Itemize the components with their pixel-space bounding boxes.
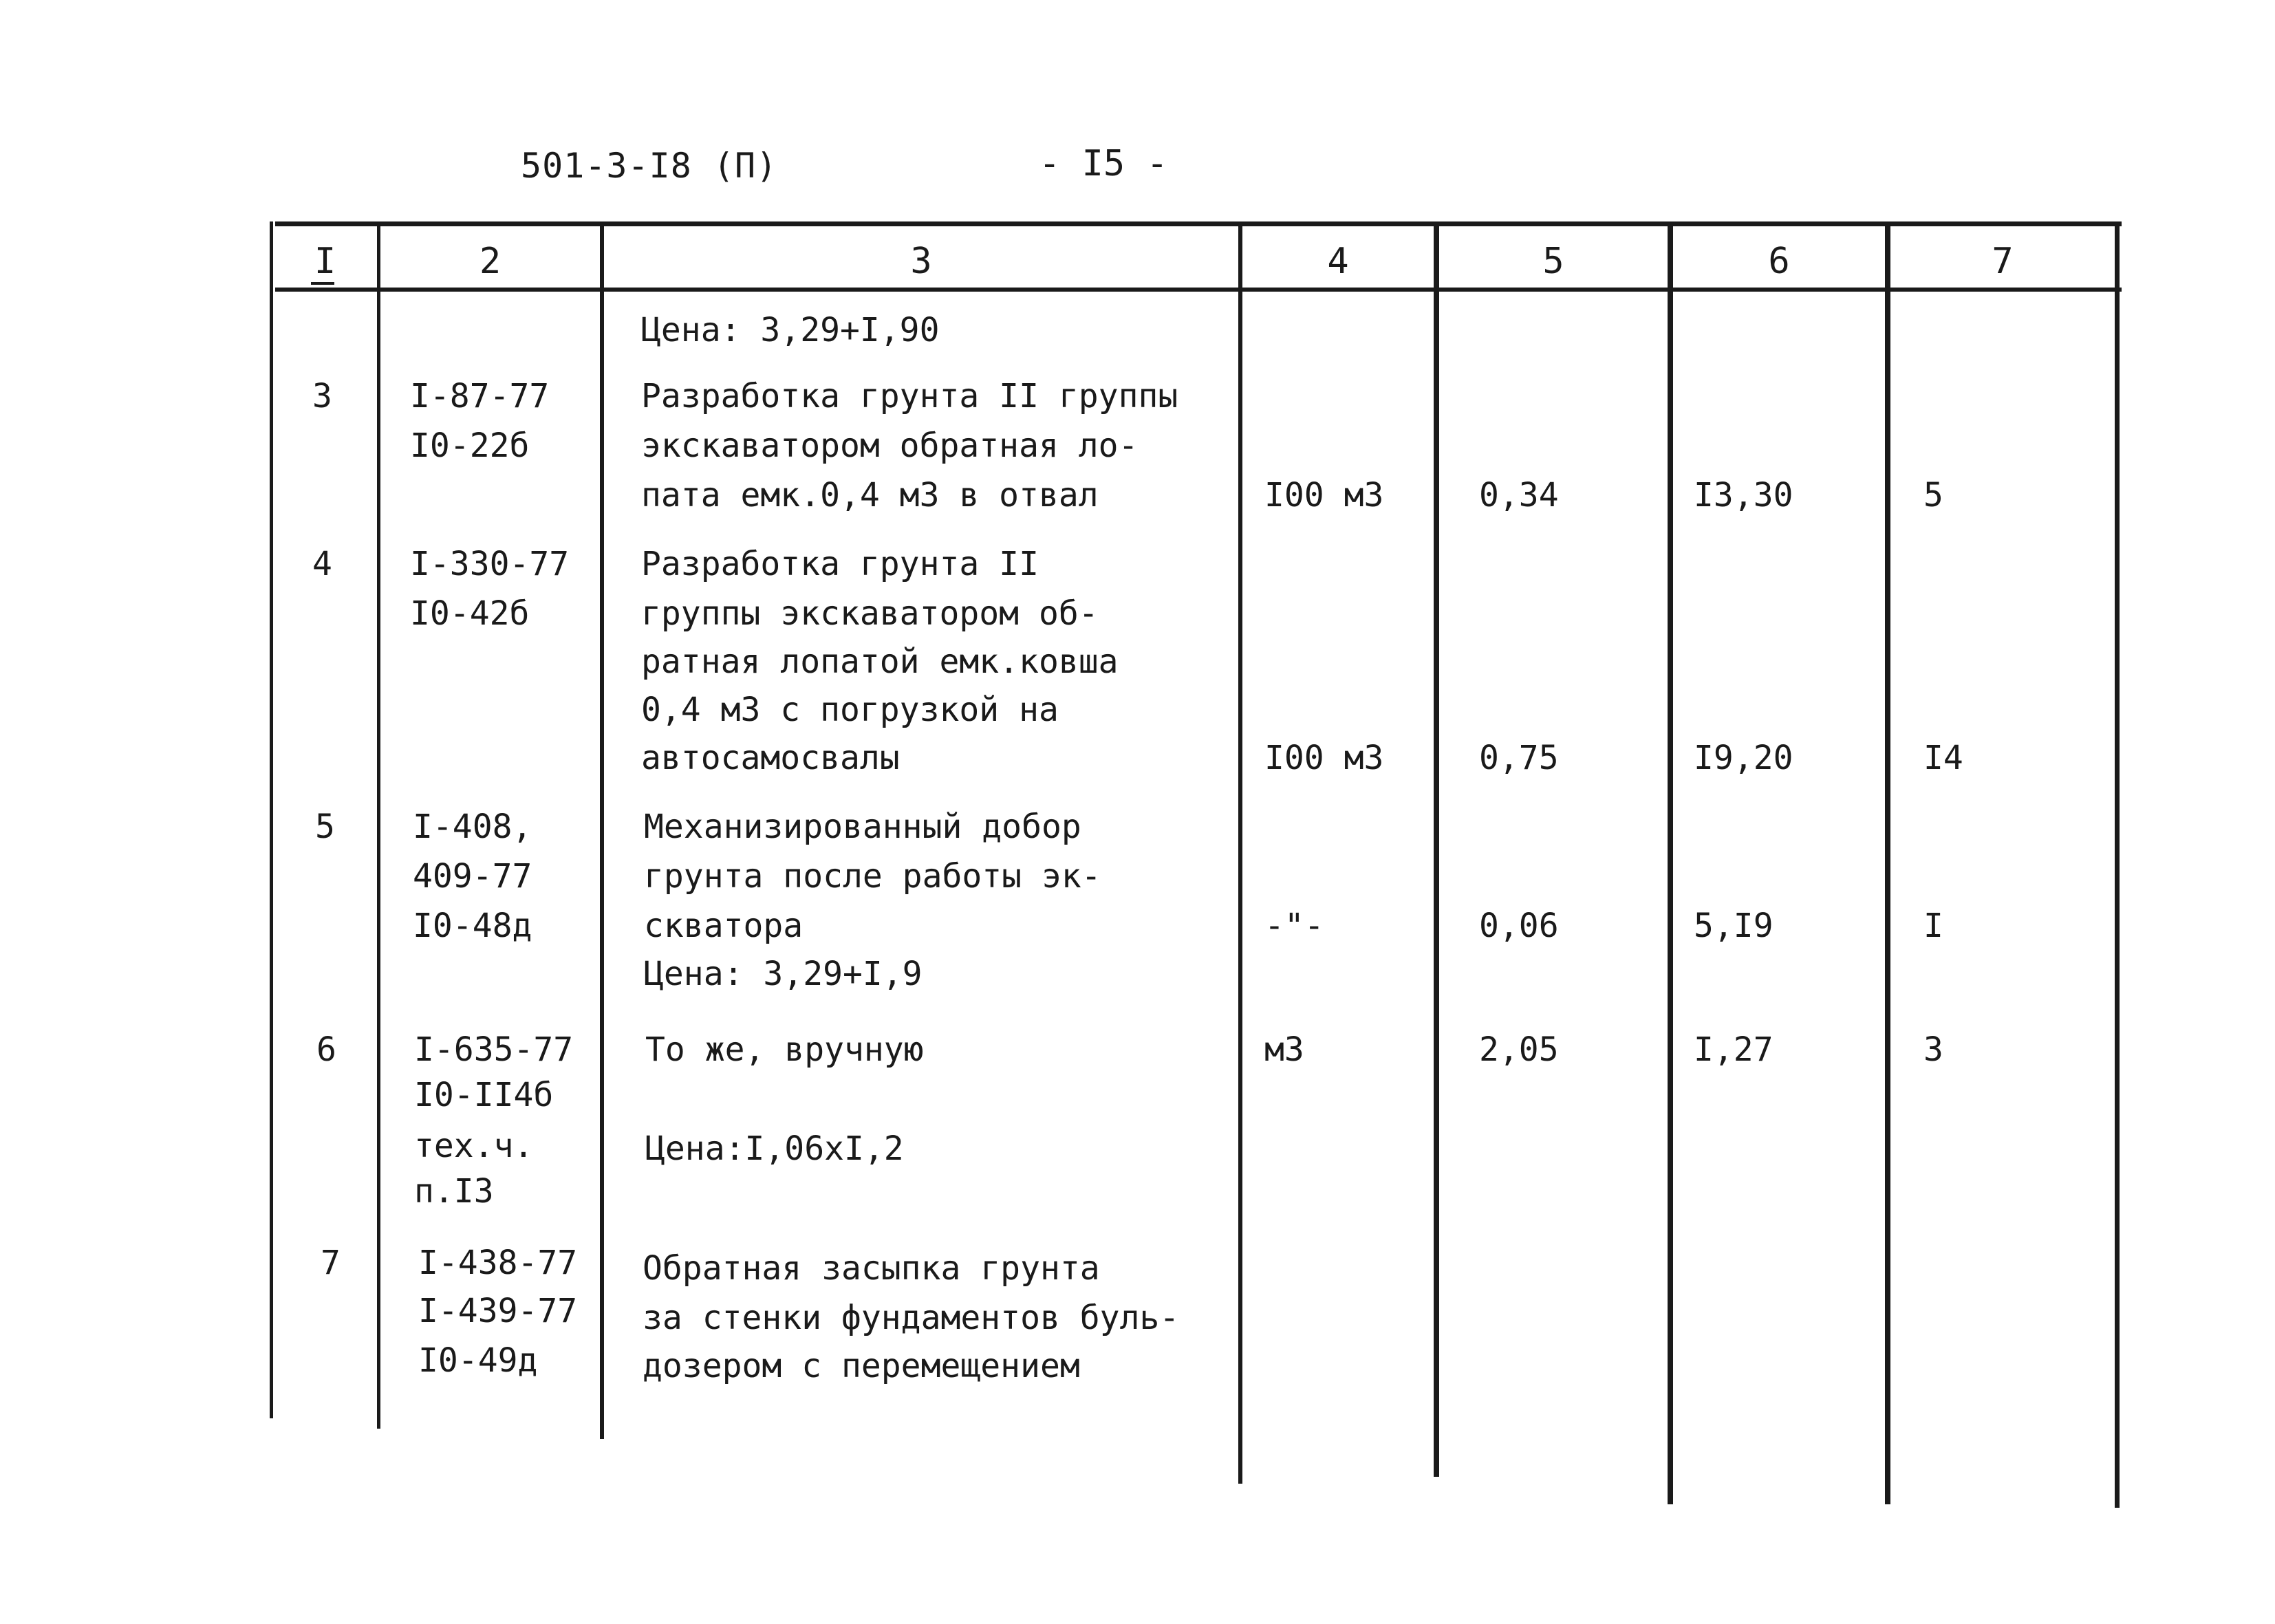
description-line: Разработка грунта II группы [641, 377, 1178, 415]
col-divider-7 [2115, 221, 2120, 1508]
description-line: Цена: 3,29+I,9 [644, 955, 923, 993]
col7-cell: I [1923, 907, 1943, 945]
col7-cell: 5 [1923, 476, 1943, 515]
ref-line: I-408, [413, 808, 532, 846]
row-number: 4 [312, 545, 332, 583]
ref-line: I-330-77 [410, 545, 570, 583]
col7-cell: 3 [1923, 1030, 1943, 1069]
col-divider-1 [377, 221, 380, 1429]
col6-cell: I3,30 [1694, 476, 1793, 515]
page-number: - I5 - [1039, 143, 1168, 184]
column-header-1: I [314, 241, 336, 282]
row-number: 5 [315, 808, 335, 846]
description-line: группы экскаватором об- [641, 594, 1099, 633]
ref-line: I0-II4б [414, 1076, 554, 1114]
description-line: ратная лопатой емк.ковша [641, 642, 1119, 681]
ref-line: 409-77 [413, 857, 532, 896]
header-bottom-border [275, 288, 2122, 292]
description-line: автосамосвалы [641, 739, 900, 777]
description-line: экскаватором обратная ло- [641, 426, 1139, 465]
row-number: 3 [312, 377, 332, 415]
ref-line: I0-49д [418, 1341, 538, 1380]
description-line: грунта после работы эк- [644, 857, 1101, 896]
ref-line: I-438-77 [418, 1244, 578, 1282]
ref-line: I-439-77 [418, 1292, 578, 1330]
description-line: дозером с перемещением [643, 1347, 1080, 1385]
description-line: скватора [644, 907, 804, 945]
unit-cell: -"- [1264, 907, 1324, 945]
row-number: 6 [316, 1030, 336, 1069]
col5-cell: 2,05 [1479, 1030, 1559, 1069]
column-header-7: 7 [1992, 241, 2014, 282]
unit-cell: I00 м3 [1264, 476, 1384, 515]
ref-line: п.I3 [414, 1172, 494, 1211]
description-line: Разработка грунта II [641, 545, 1039, 583]
column-header-4: 4 [1327, 241, 1349, 282]
unit-cell: м3 [1264, 1030, 1304, 1069]
col-divider-5 [1668, 221, 1673, 1504]
column-header-2: 2 [479, 241, 502, 282]
col6-cell: I9,20 [1694, 739, 1793, 777]
row-number: 7 [321, 1244, 341, 1282]
ref-line: тех.ч. [414, 1127, 534, 1165]
header-I-underline [311, 282, 334, 285]
col5-cell: 0,06 [1479, 907, 1559, 945]
ref-line: I-87-77 [410, 377, 550, 415]
description-line: Обратная засыпка грунта [643, 1249, 1100, 1288]
column-header-3: 3 [910, 241, 932, 282]
description-line: 0,4 м3 с погрузкой на [641, 691, 1059, 729]
unit-cell: I00 м3 [1264, 739, 1384, 777]
column-header-6: 6 [1768, 241, 1790, 282]
col-divider-2 [600, 221, 604, 1439]
col-divider-3 [1238, 221, 1242, 1484]
description-line: Цена:I,06xI,2 [645, 1129, 904, 1168]
description-line: пата емк.0,4 м3 в отвал [641, 476, 1099, 515]
document-code: 501-3-I8 (П) [521, 146, 778, 186]
col6-cell: I,27 [1694, 1030, 1773, 1069]
ref-line: I0-22б [410, 426, 530, 465]
ref-line: I0-48д [413, 907, 532, 945]
description-line: Механизированный добор [644, 808, 1081, 846]
col5-cell: 0,75 [1479, 739, 1559, 777]
table-top-border [275, 221, 2122, 226]
col5-cell: 0,34 [1479, 476, 1559, 515]
column-header-5: 5 [1542, 241, 1564, 282]
col-divider-6 [1885, 221, 1890, 1504]
description-line: То же, вручную [645, 1030, 924, 1069]
col6-cell: 5,I9 [1694, 907, 1773, 945]
price-line-top: Цена: 3,29+I,90 [641, 311, 940, 349]
col-divider-0 [270, 221, 273, 1418]
col-divider-4 [1434, 221, 1439, 1477]
ref-line: I-635-77 [414, 1030, 574, 1069]
ref-line: I0-42б [410, 594, 530, 633]
col7-cell: I4 [1923, 739, 1963, 777]
description-line: за стенки фундаментов буль- [643, 1299, 1180, 1337]
